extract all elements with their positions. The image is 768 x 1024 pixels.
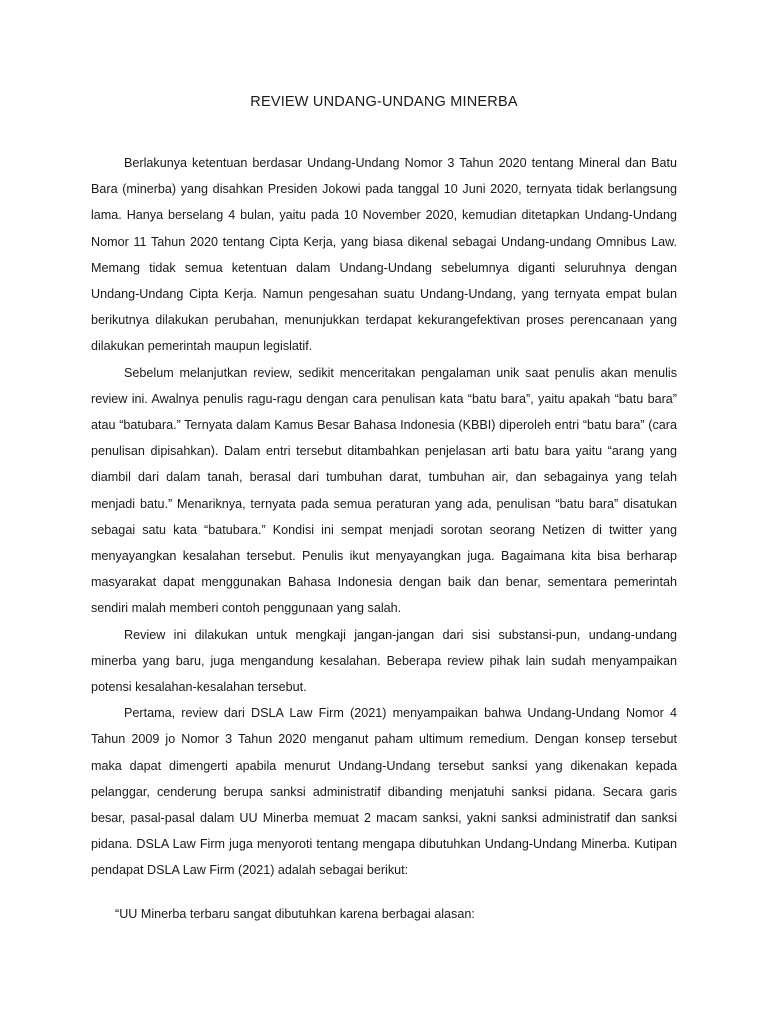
paragraph-2: Sebelum melanjutkan review, sedikit menceritakan pengalaman unik saat penulis akan menulis review ini. Awalnya penulis ragu-ragu dengan cara penulisan kata “batu bara”, yaitu apakah “batu bara” atau “batubara.” Ternyata dalam Kamus Besar Bahasa Indonesia (KBBI) diperoleh entri “batu bara” (cara penulisan dipisahkan). Dalam entri tersebut ditambahkan penjelasan arti batu bara yaitu “arang yang diambil dari dalam tanah, berasal dari tumbuhan darat, tumbuhan air, dan sebagainya yang telah menjadi batu.” Menariknya, ternyata pada semua peraturan yang ada, penulisan “batu bara” disatukan sebagai satu kata “batubara.” Kondisi ini sempat menjadi sorotan seorang Netizen di twitter yang menyayangkan kesalahan tersebut. Penulis ikut menyayangkan juga. Bagaimana kita bisa berharap masyarakat dapat menggunakan Bahasa Indonesia dengan baik dan benar, sementara pemerintah sendiri malah memberi contoh penggunaan yang salah. bbox=[91, 365, 677, 616]
block-quote-opening: “UU Minerba terbaru sangat dibutuhkan karena berbagai alasan: bbox=[115, 907, 475, 921]
paragraph-3: Review ini dilakukan untuk mengkaji jangan-jangan dari sisi substansi-pun, undang-undang minerba yang baru, juga mengandung kesalahan. Beberapa review pihak lain sudah menyampaikan potensi kesalahan-kesalahan tersebut. bbox=[91, 627, 677, 695]
document-body bbox=[91, 150, 677, 884]
document-title: REVIEW UNDANG-UNDANG MINERBA bbox=[250, 94, 518, 110]
paragraph-1: Berlakunya ketentuan berdasar Undang-Undang Nomor 3 Tahun 2020 tentang Mineral dan Batu Bara (minerba) yang disahkan Presiden Jokowi pada tanggal 10 Juni 2020, ternyata tidak berlangsung lama. Hanya berselang 4 bulan, yaitu pada 10 November 2020, kemudian ditetapkan Undang-Undang Nomor 11 Tahun 2020 tentang Cipta Kerja, yang biasa dikenal sebagai Undang-undang Omnibus Law. Memang tidak semua ketentuan dalam Undang-Undang sebelumnya diganti seluruhnya dengan Undang-Undang Cipta Kerja. Namun pengesahan suatu Undang-Undang, yang ternyata empat bulan berikutnya dilakukan perubahan, menunjukkan terdapat kekurangefektivan proses perencanaan yang dilakukan pemerintah maupun legislatif. bbox=[91, 156, 677, 354]
paragraph-4: Pertama, review dari DSLA Law Firm (2021) menyampaikan bahwa Undang-Undang Nomor 4 Tahun 2009 jo Nomor 3 Tahun 2020 menganut paham ultimum remedium. Dengan konsep tersebut maka dapat dimengerti apabila menurut Undang-Undang tersebut sanksi yang dikenakan kepada pelanggar, cenderung berupa sanksi administratif dibanding menjatuhi sanksi pidana. Secara garis besar, pasal-pasal dalam UU Minerba memuat 2 macam sanksi, yakni sanksi administratif dan sanksi pidana. DSLA Law Firm juga menyoroti tentang mengapa dibutuhkan Undang-Undang Minerba. Kutipan pendapat DSLA Law Firm (2021) adalah sebagai berikut: bbox=[91, 706, 677, 878]
